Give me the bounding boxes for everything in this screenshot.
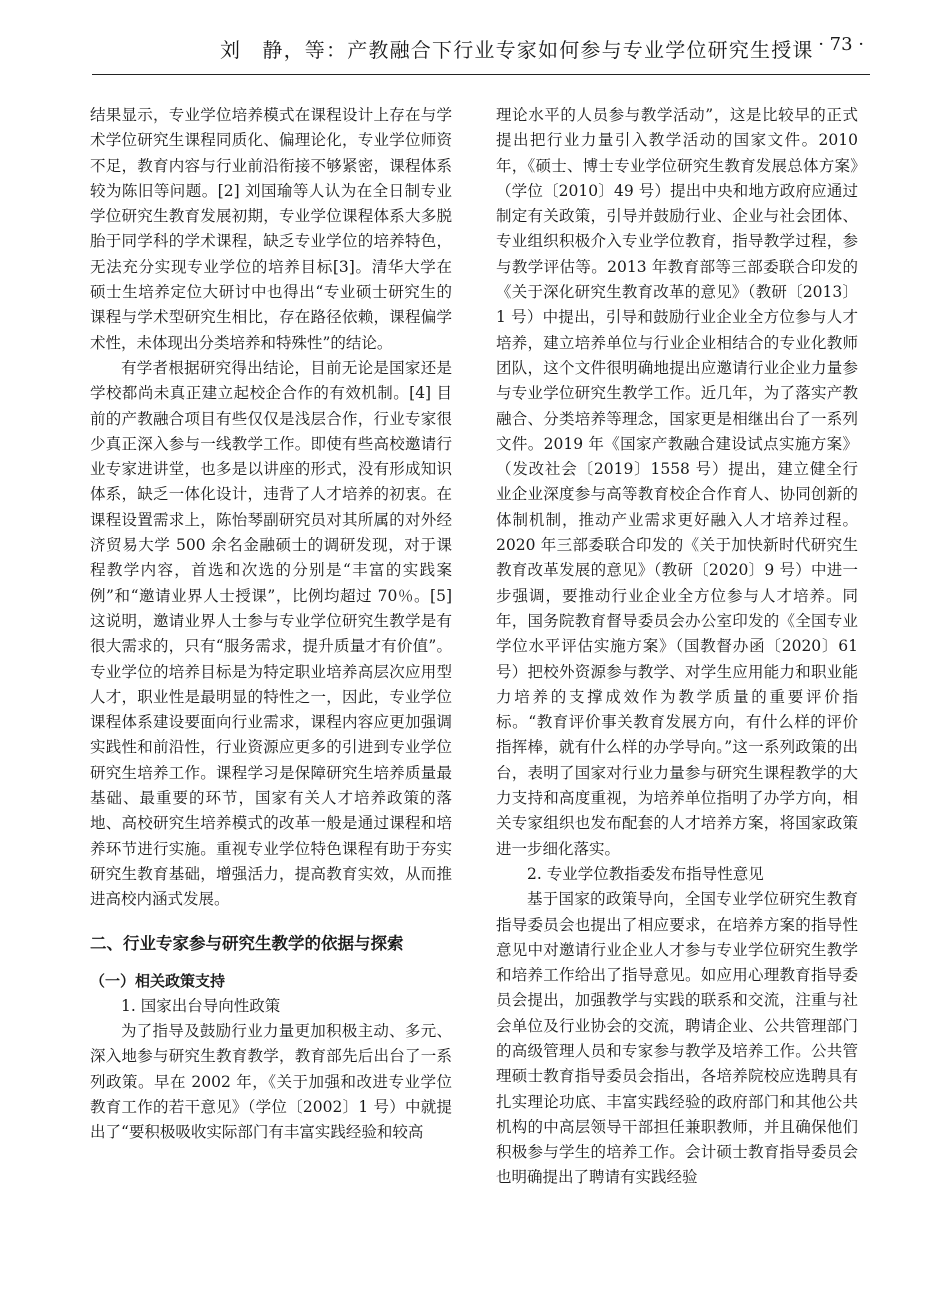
running-title: 刘 静，等：产教融合下行业专家如何参与专业学位研究生授课 (220, 38, 814, 62)
paragraph: 为了指导及鼓励行业力量更加积极主动、多元、深入地参与研究生教育教学，教育部先后出台了一系列政策。早在 2002 年，《关于加强和改进专业学位教育工作的若干意见》（学位〔2002〕1 号）中就提出了“要积极吸收实际部门有丰富实践经验和较高 (90, 1022, 452, 1142)
header-rule (92, 74, 870, 75)
paragraph: 有学者根据研究得出结论，目前无论是国家还是学校都尚未真正建立起校企合作的有效机制。[4] 目前的产教融合项目有些仅仅是浅层合作，行业专家很少真正深入参与一线教学工作。即使有些高校邀请行业专家进讲堂，也多是以讲座的形式，没有形成知识体系，缺乏一体化设计，违背了人才培养的初衷。在课程设置需求上，陈怡琴副研究员对其所属的对外经济贸易大学 500 余名金融硕士的调研发现，对于课程教学内容，首选和次选的分别是“丰富的实践案例”和“邀请业界人士授课”，比例均超过 70％。[5] 这说明，邀请业界人士参与专业学位研究生教学是有很大需求的，只有“服务需求，提升质量才有价值”。专业学位的培养目标是为特定职业培养高层次应用型人才，职业性是最明显的特性之一，因此，专业学位课程体系建设要面向行业需求，课程内容应更加强调实践性和前沿性，行业资源应更多的引进到专业学位研究生培养工作。课程学习是保障研究生培养质量最基础、最重要的环节，国家有关人才培养政策的落地、高校研究生培养模式的改革一般是通过课程和培养环节进行实施。重视专业学位特色课程有助于夯实研究生教育基础，增强活力，提高教育实效，从而推进高校内涵式发展。 (90, 358, 452, 909)
spacer (90, 957, 452, 969)
paragraph: 结果显示，专业学位培养模式在课程设计上存在与学术学位研究生课程同质化、偏理论化，专业学位师资不足，教育内容与行业前沿衔接不够紧密，课程体系较为陈旧等问题。[2] 刘国瑜等人认为在全日制专业学位研究生教育发展初期，专业学位课程体系大多脱胎于同学科的学术课程，缺乏专业学位的培养特色，无法充分实现专业学位的培养目标[3]。清华大学在硕士生培养定位大研讨中也得出“专业硕士研究生的课程与学术型研究生相比，存在路径依赖，课程偏学术性，未体现出分类培养和特殊性”的结论。 (90, 106, 452, 352)
sub-item-heading: 1. 国家出台导向性政策 (121, 996, 281, 1015)
page-number: · 73 · (818, 34, 864, 55)
paragraph: 理论水平的人员参与教学活动”，这是比较早的正式提出把行业力量引入教学活动的国家文件。2010 年，《硕士、博士专业学位研究生教育发展总体方案》（学位〔2010〕49 号）提出中央和地方政府应通过制定有关政策，引导并鼓励行业、企业与社会团体、专业组织积极介入专业学位教育，指导教学过程，参与教学评估等。2013 年教育部等三部委联合印发的《关于深化研究生教育改革的意见》（教研〔2013〕1 号）中提出，引导和鼓励行业企业全方位参与人才培养，建立培养单位与行业企业相结合的专业化教师团队，这个文件很明确地提出应邀请行业企业力量参与专业学位研究生教学工作。近几年，为了落实产教融合、分类培养等理念，国家更是相继出台了一系列文件。2019 年《国家产教融合建设试点实施方案》（发改社会〔2019〕1558 号）提出，建立健全行业企业深度参与高等教育校企合作育人、协同创新的体制机制，推动产业需求更好融入人才培养过程。2020 年三部委联合印发的《关于加快新时代研究生教育改革发展的意见》（教研〔2020〕9 号）中进一步强调，要推动行业企业全方位参与人才培养。同年，国务院教育督导委员会办公室印发的《全国专业学位水平评估实施方案》（国教督办函〔2020〕61 号）把校外资源参与教学、对学生应用能力和职业能力培养的支撑成效作为教学质量的重要评价指标。“教育评价事关教育发展方向，有什么样的评价指挥棒，就有什么样的办学导向。”这一系列政策的出台，表明了国家对行业力量参与研究生课程教学的大力支持和高度重视，为培养单位指明了办学方向，相关专家组织也发布配套的人才培养方案，将国家政策进一步细化落实。 (496, 106, 858, 858)
subsection-heading: （一）相关政策支持 (90, 971, 226, 990)
running-header (92, 30, 870, 78)
left-column (90, 103, 452, 1146)
spacer (90, 913, 452, 925)
right-column (496, 103, 858, 1191)
sub-item-heading: 2. 专业学位教指委发布指导性意见 (527, 864, 764, 883)
paragraph: 基于国家的政策导向，全国专业学位研究生教育指导委员会也提出了相应要求，在培养方案的指导性意见中对邀请行业企业人才参与专业学位研究生教学和培养工作给出了指导意见。如应用心理教育指导委员会提出，加强教学与实践的联系和交流，注重与社会单位及行业协会的交流，聘请企业、公共管理部门的高级管理人员和专家参与教学及培养工作。公共管理硕士教育指导委员会指出，各培养院校应选聘具有扎实理论功底、丰富实践经验的政府部门和其他公共机构的中高层领导干部担任兼职教师，并且确保他们积极参与学生的培养工作。会计硕士教育指导委员会也明确提出了聘请有实践经验 (496, 890, 858, 1187)
section-heading: 二、行业专家参与研究生教学的依据与探索 (90, 933, 404, 953)
